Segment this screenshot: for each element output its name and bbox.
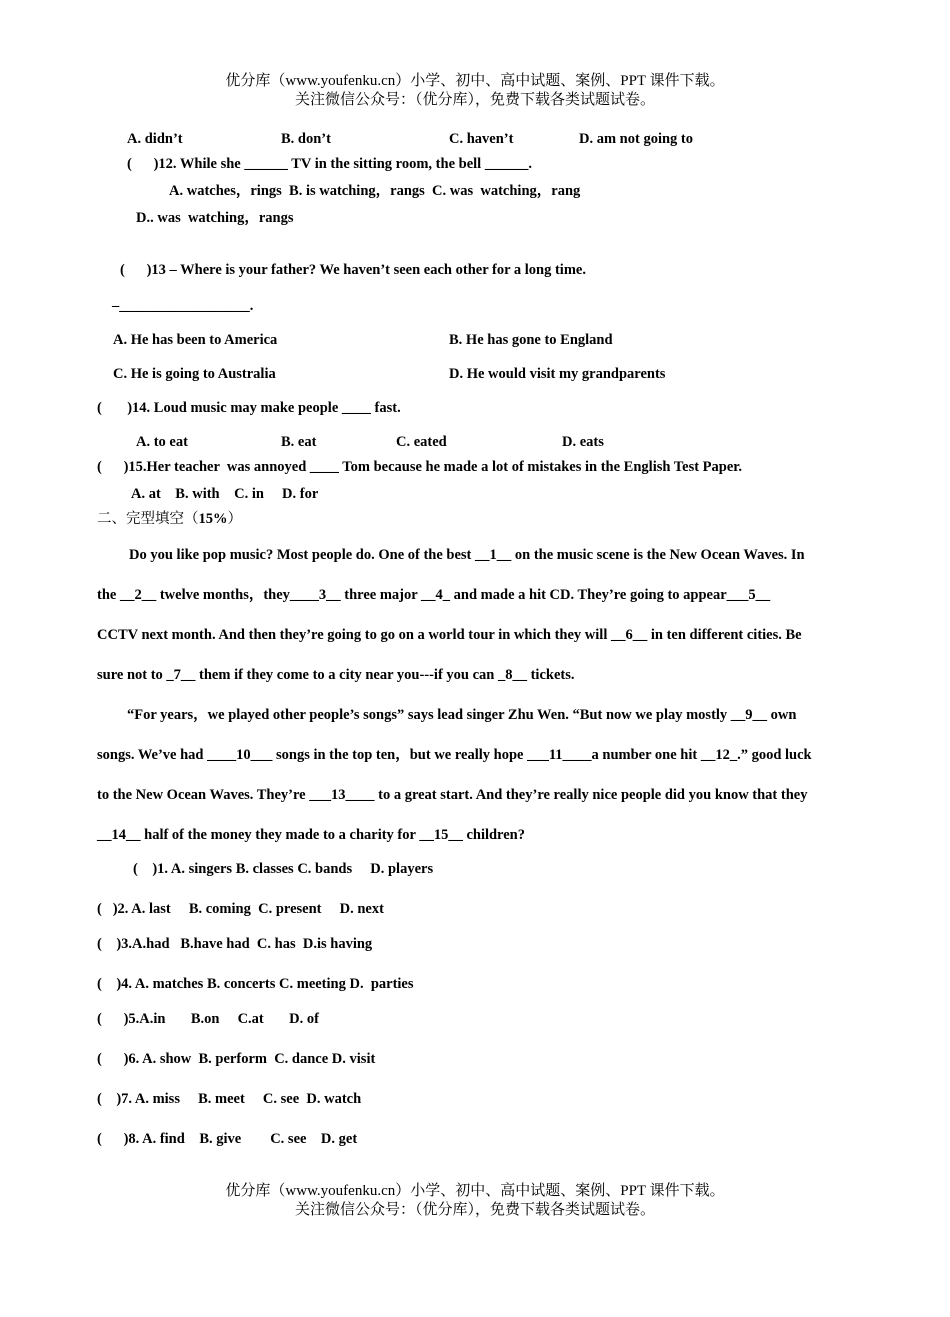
cloze-question-2: ( )2. A. last B. coming C. present D. next (97, 901, 384, 917)
q14-option-c: C. eated (396, 434, 447, 450)
section-2-title (97, 510, 242, 528)
q13-stem: ( )13 – Where is your father? We haven’t seen each other for a long time. (120, 262, 586, 278)
passage-line-8: __14__ half of the money they made to a charity for __15__ children? (97, 827, 525, 843)
cloze-question-8: ( )8. A. find B. give C. see D. get (97, 1131, 358, 1147)
q11-option-d: D. am not going to (579, 131, 693, 147)
q11-option-a: A. didn’t (127, 131, 183, 147)
passage-line-5: “For years，we played other people’s songs” says lead singer Zhu Wen. “But now we play mostly __9__ own (127, 707, 797, 723)
header-line-2: 关注微信公众号：（优分库），免费下载各类试题试卷。 (294, 92, 655, 108)
q13-option-a: A. He has been to America (113, 332, 278, 348)
q14-option-b: B. eat (281, 434, 317, 450)
footer-line-1: 优分库（www.youfenku.cn）小学、初中、高中试题、案例、PPT 课件下载。 (225, 1183, 725, 1199)
section-2-title-text: 二、完型填空（ (97, 511, 199, 527)
q11-option-c: C. haven’t (449, 131, 514, 147)
q12-options-abc: A. watches，rings B. is watching，rangs C. was watching，rang (169, 183, 581, 199)
passage-line-6: songs. We’ve had ____10___ songs in the top ten，but we really hope ___11____a number one hit __12_.” good luck (97, 747, 812, 763)
cloze-question-5: ( )5.A.in B.on C.at D. of (97, 1011, 319, 1027)
q13-option-b: B. He has gone to England (449, 332, 613, 348)
section-2-score: 15% (198, 511, 228, 527)
cloze-question-6: ( )6. A. show B. perform C. dance D. visit (97, 1051, 376, 1067)
passage-line-2: the __2__ twelve months，they____3__ three major __4_ and made a hit CD. They’re going to appear___5__ (97, 587, 771, 603)
q13-option-d: D. He would visit my grandparents (449, 366, 666, 382)
cloze-question-3: ( )3.A.had B.have had C. has D.is having (97, 936, 373, 952)
passage-line-4: sure not to _7__ them if they come to a city near you---if you can _8__ tickets. (97, 667, 575, 683)
q11-option-b: B. don’t (281, 131, 331, 147)
q12-stem: ( )12. While she ______ TV in the sitting room, the bell ______. (127, 156, 532, 172)
footer-line-2: 关注微信公众号：（优分库），免费下载各类试题试卷。 (294, 1202, 655, 1218)
passage-line-7: to the New Ocean Waves. They’re ___13____ to a great start. And they’re really nice people did you know that they (97, 787, 808, 803)
q13-option-c: C. He is going to Australia (113, 366, 276, 382)
q14-option-a: A. to eat (136, 434, 188, 450)
q12-option-d: D.. was watching，rangs (136, 210, 294, 226)
q14-stem: ( )14. Loud music may make people ____ fast. (97, 400, 401, 416)
page-header (0, 72, 950, 110)
cloze-question-1: ( )1. A. singers B. classes C. bands D. players (133, 861, 434, 877)
q15-options: A. at B. with C. in D. for (131, 486, 319, 502)
passage-line-3: CCTV next month. And then they’re going to go on a world tour in which they will __6__ in ten different cities. Be (97, 627, 802, 643)
section-2-title-close: ） (227, 511, 242, 527)
header-line-1: 优分库（www.youfenku.cn）小学、初中、高中试题、案例、PPT 课件下载。 (225, 73, 725, 89)
cloze-question-7: ( )7. A. miss B. meet C. see D. watch (97, 1091, 362, 1107)
q14-option-d: D. eats (562, 434, 604, 450)
page-footer (0, 1182, 950, 1220)
q15-stem: ( )15.Her teacher was annoyed ____ Tom because he made a lot of mistakes in the English Test Paper. (97, 459, 743, 475)
passage-line-1: Do you like pop music? Most people do. One of the best __1__ on the music scene is the New Ocean Waves. In (129, 547, 805, 563)
cloze-question-4: ( )4. A. matches B. concerts C. meeting D. parties (97, 976, 414, 992)
q13-answer-blank: –__________________. (112, 298, 254, 314)
